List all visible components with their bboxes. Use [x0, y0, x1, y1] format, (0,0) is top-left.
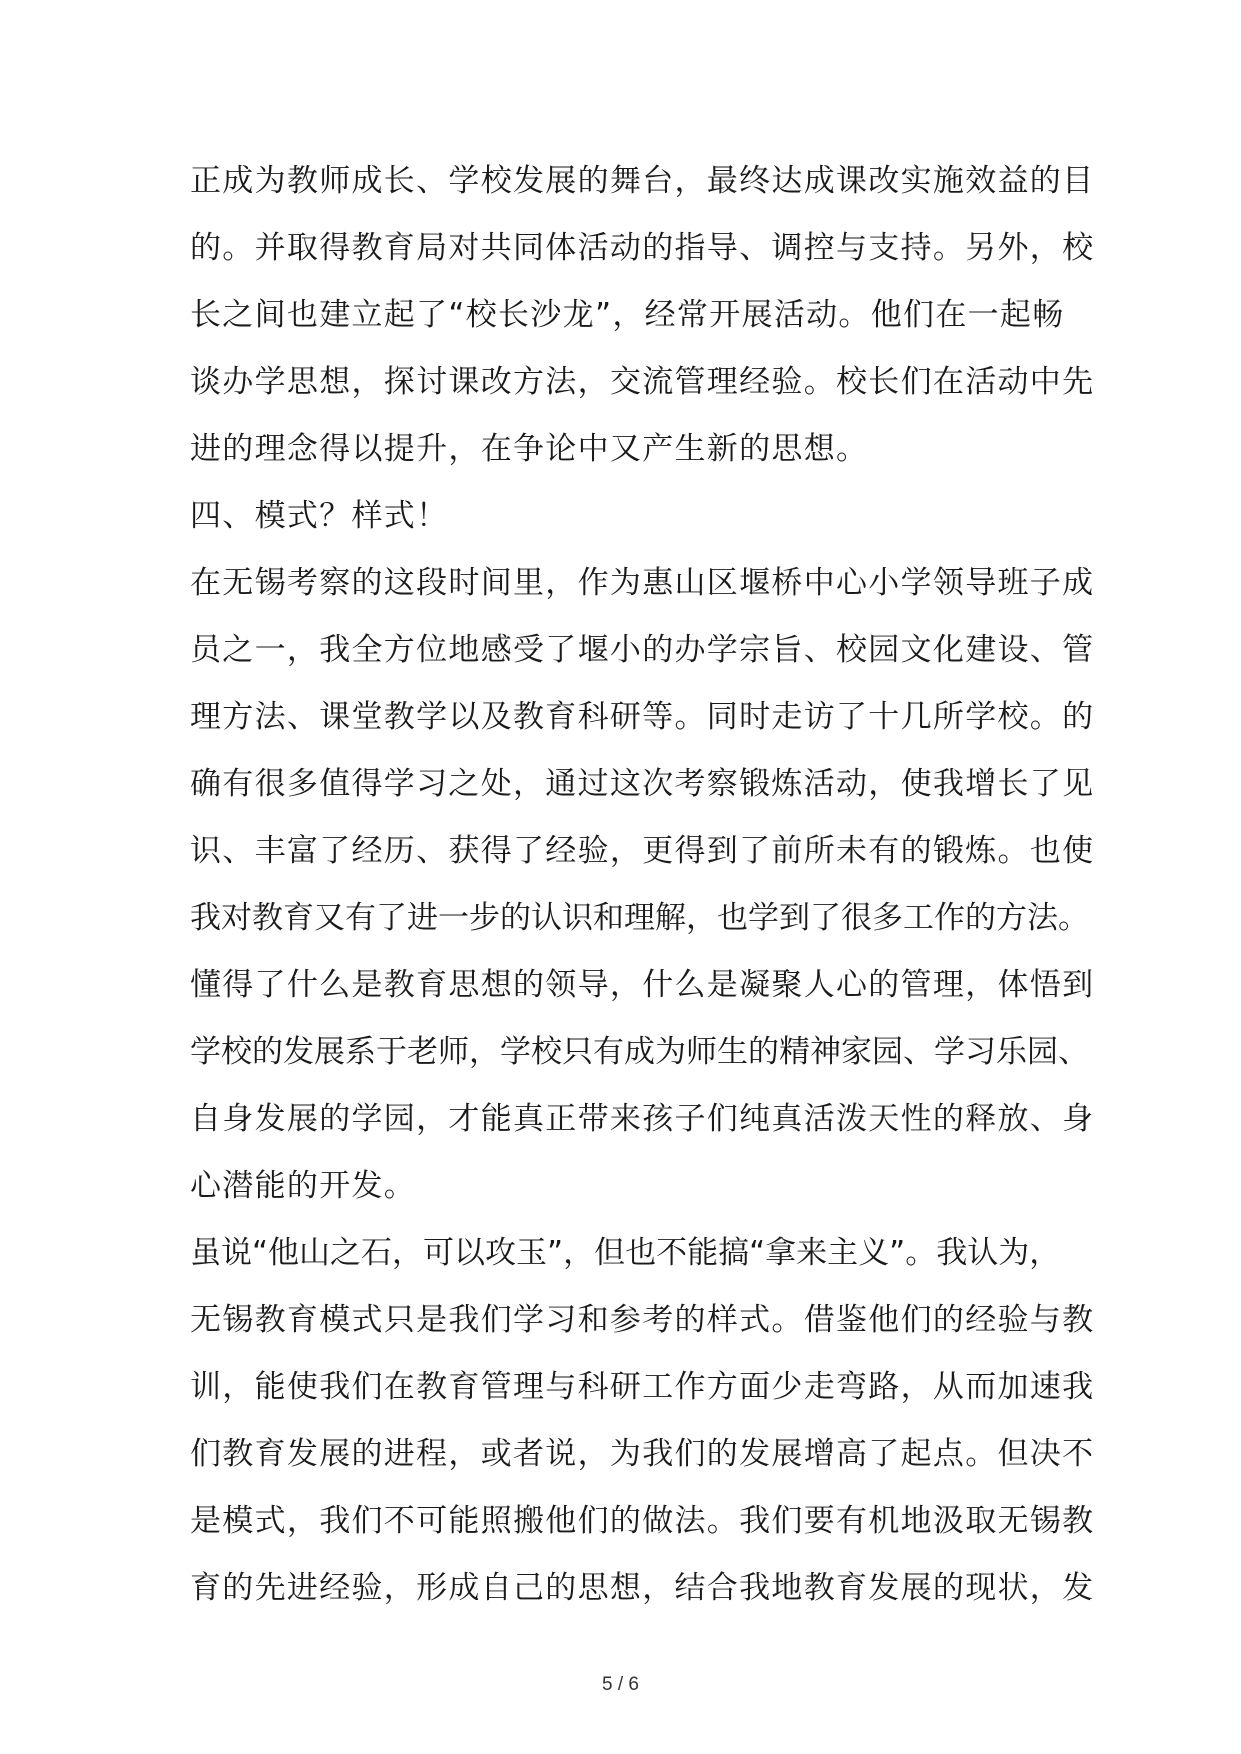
text-line: 长之间也建立起了“校长沙龙”，经常开展活动。他们在一起畅	[190, 297, 1065, 333]
text-line: 员之一，我全方位地感受了堰小的办学宗旨、校园文化建设、管	[190, 632, 1095, 668]
text-line: 是模式，我们不可能照搬他们的做法。我们要有机地汲取无锡教	[190, 1503, 1095, 1539]
text-line: 无锡教育模式只是我们学习和参考的样式。借鉴他们的经验与教	[190, 1302, 1095, 1338]
text-line: 学校的发展系于老师，学校只有成为师生的精神家园、学习乐园、	[190, 1034, 1089, 1070]
text-line: 识、丰富了经历、获得了经验，更得到了前所未有的锻炼。也使	[190, 833, 1095, 869]
text-line: 进的理念得以提升，在争论中又产生新的思想。	[190, 431, 869, 467]
text-line: 心潜能的开发。	[190, 1168, 417, 1204]
text-line: 虽说“他山之石，可以攻玉”，但也不能搞“拿来主义”。我认为，	[190, 1235, 1061, 1271]
text-line: 自身发展的学园，才能真正带来孩子们纯真活泼天性的释放、身	[190, 1101, 1095, 1137]
text-line: 育的先进经验，形成自己的思想，结合我地教育发展的现状，发	[190, 1570, 1095, 1606]
text-line: 谈办学思想，探讨课改方法，交流管理经验。校长们在活动中先	[190, 364, 1095, 400]
body-text	[190, 148, 1095, 1622]
text-line: 我对教育又有了进一步的认识和理解，也学到了很多工作的方法。	[190, 900, 1089, 936]
text-line: 理方法、课堂教学以及教育科研等。同时走访了十几所学校。的	[190, 699, 1095, 735]
text-line: 懂得了什么是教育思想的领导，什么是凝聚人心的管理，体悟到	[190, 967, 1095, 1003]
section-heading: 四、模式？样式！	[190, 498, 449, 534]
text-line: 在无锡考察的这段时间里，作为惠山区堰桥中心小学领导班子成	[190, 565, 1095, 601]
text-line: 们教育发展的进程，或者说，为我们的发展增高了起点。但决不	[190, 1436, 1095, 1472]
text-line: 训，能使我们在教育管理与科研工作方面少走弯路，从而加速我	[190, 1369, 1095, 1405]
text-line: 正成为教师成长、学校发展的舞台，最终达成课改实施效益的目	[190, 163, 1095, 199]
text-line: 确有很多值得学习之处，通过这次考察锻炼活动，使我增长了见	[190, 766, 1095, 802]
page-number: 5 / 6	[602, 1674, 639, 1695]
text-line: 的。并取得教育局对共同体活动的指导、调控与支持。另外，校	[190, 230, 1095, 266]
